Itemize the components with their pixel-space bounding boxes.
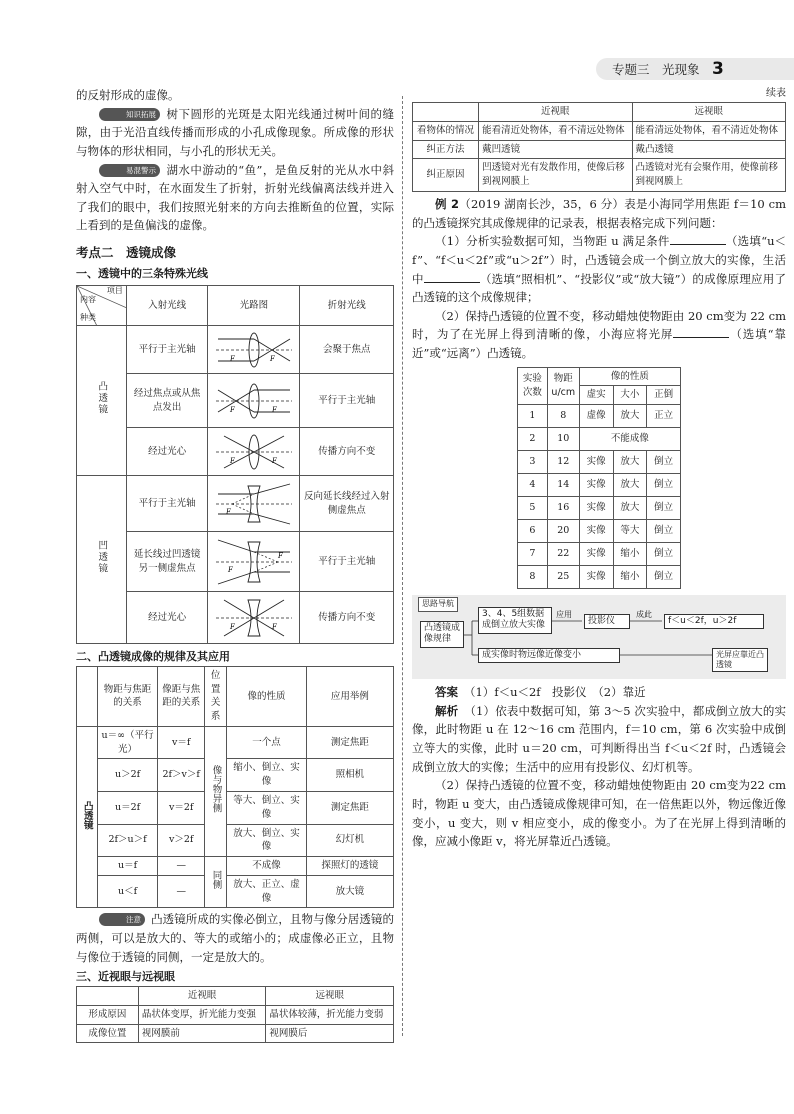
exp-or: 倒立: [647, 474, 681, 497]
svg-text:F: F: [227, 565, 233, 574]
exp-or: 倒立: [647, 497, 681, 520]
exp-or: 倒立: [647, 520, 681, 543]
exp-sz: 缩小: [613, 543, 647, 566]
cell-app: 照相机: [306, 759, 393, 792]
eye2-key: 纠正原因: [413, 159, 479, 192]
section-title-1: 一、透镜中的三条特殊光线: [76, 267, 208, 281]
exp-n: 1: [518, 405, 548, 428]
header-item: 项目: [106, 286, 123, 296]
eye-near: 视网膜前: [138, 1024, 266, 1043]
ray-out: 反向延长线经过入射侧虚焦点: [300, 476, 394, 532]
example-intro: 例 2（2019 湖南长沙，35，6 分）表是小海同学用焦距 f＝10 cm 的凸透镜探究其成像规律的记录表，根据表格完成下列问题：: [412, 197, 786, 230]
cell-u: u＝∞（平行光）: [97, 726, 158, 759]
exp-h-u: 物距 u/cm: [547, 367, 579, 405]
diagram-concave-center: [208, 592, 300, 644]
eye2-key: 看物体的情况: [413, 121, 479, 140]
exp-sz: 放大: [613, 497, 647, 520]
note-knowledge: 知识拓展 树下圆形的光斑是太阳光线通过树叶间的缝隙，由于光沿直线传播而形成的小孔成像现象。所成像的形状与物体的形状相同，与小孔的形状无关。: [76, 106, 394, 158]
cell-nature: 放大、正立、虚像: [227, 875, 307, 908]
tag-attention: 注意: [99, 913, 145, 926]
eye-table-2: [412, 102, 786, 192]
map-title: 思路导航: [418, 597, 458, 612]
svg-text:F: F: [229, 622, 235, 631]
cell-app: 测定焦距: [306, 726, 393, 759]
map-branch-2: 投影仪: [584, 614, 630, 629]
exp-sz: 放大: [613, 405, 647, 428]
thinking-map: [412, 595, 786, 679]
rules-h4: 像的性质: [227, 666, 307, 726]
exp-rv: 实像: [579, 543, 613, 566]
exp-n: 3: [518, 451, 548, 474]
exp-h-nature: 像的性质: [579, 367, 680, 386]
eye-table-1: [76, 986, 394, 1043]
cell-u: u＝f: [97, 857, 158, 876]
svg-text:F: F: [271, 456, 277, 465]
ray-out: 平行于主光轴: [300, 374, 394, 428]
svg-text:F: F: [269, 354, 275, 363]
ray-in: 平行于主光轴: [126, 326, 208, 374]
ray-in: 经过光心: [126, 592, 208, 644]
ray-in: 延长线过凹透镜另一侧虚焦点: [126, 532, 208, 592]
exp-rv: 实像: [579, 451, 613, 474]
eye2-h-near: 近视眼: [479, 103, 632, 122]
kaodian-title: 考点二 透镜成像: [76, 245, 177, 260]
exp-h-n: 实验次数: [518, 367, 548, 405]
cell-nature: 等大、倒立、实像: [227, 792, 307, 825]
exp-rv: 实像: [579, 566, 613, 589]
svg-text:F: F: [271, 405, 277, 414]
cell-app: 测定焦距: [306, 792, 393, 825]
cell-u: u＞2f: [97, 759, 158, 792]
exp-rv: 实像: [579, 497, 613, 520]
svg-text:F: F: [229, 354, 235, 363]
note-attention: 注意 凸透镜所成的实像必倒立，且物与像分居透镜的两侧，可以是放大的、等大的或缩小的；成虚像必正立，且物与像位于透镜的同侧，一定是放大的。: [76, 912, 394, 964]
map-arrow-label-1: 应用: [556, 610, 572, 620]
ray-in: 经过焦点或从焦点发出: [126, 374, 208, 428]
eye-far: 视网膜后: [266, 1024, 394, 1043]
exp-n: 2: [518, 428, 548, 451]
ray-out: 平行于主光轴: [300, 532, 394, 592]
tag-confusion: 易混警示: [99, 164, 160, 177]
eye-key: 形成原因: [77, 1005, 139, 1024]
diagram-concave-focus: [208, 532, 300, 592]
rules-h2: 像距与焦距的关系: [158, 666, 205, 726]
svg-text:F: F: [225, 507, 231, 516]
header-content: 内容: [80, 295, 96, 305]
exp-u: 22: [547, 543, 579, 566]
experiment-table: [517, 367, 681, 590]
eye2-far: 凸透镜对光有会聚作用，使像前移到视网膜上: [632, 159, 785, 192]
question-2: （2）保持凸透镜的位置不变，移动蜡烛使物距由 20 cm变为 22 cm时，为了在光屏上得到清晰的像，小海应将光屏 （选填“靠近”或“远离”）凸透镜。: [412, 308, 786, 361]
pos-opposite: 像与物异侧: [205, 726, 227, 856]
note-confusion: 易混警示 湖水中游动的“鱼”，是鱼反射的光从水中斜射入空气中时，在水面发生了折射，折射光线偏离法线并进入了我们的眼中，我们按照光射来的方向去推断鱼的位置，实际上看到的是鱼偏浅的虚像。: [76, 162, 394, 233]
svg-text:F: F: [229, 456, 235, 465]
exp-h-or: 正倒: [647, 386, 681, 405]
cell-app: 幻灯机: [306, 824, 393, 857]
eye2-near: 戴凹透镜: [479, 140, 632, 159]
cell-v: —: [158, 857, 205, 876]
diagram-convex-focus: [208, 374, 300, 428]
exp-n: 8: [518, 566, 548, 589]
ray-out: 会聚于焦点: [300, 326, 394, 374]
exp-n: 4: [518, 474, 548, 497]
cell-nature: 不成像: [227, 857, 307, 876]
rules-h1: 物距与焦距的关系: [97, 666, 158, 726]
exp-h-sz: 大小: [613, 386, 647, 405]
cell-u: u＜f: [97, 875, 158, 908]
rules-h3: 位置关系: [205, 666, 227, 726]
exp-sz: 放大: [613, 474, 647, 497]
exp-or: 正立: [647, 405, 681, 428]
ray-in: 平行于主光轴: [126, 476, 208, 532]
question-1: （1）分析实验数据可知，当物距 u 满足条件 （选填“u＜f”、“f＜u＜2f”或“u＞2f”）时，凸透镜会成一个倒立放大的实像，生活中 （选填“照相机”、“投影仪”或“放大镜”）的成像原理应用了凸透镜的这个成像规律；: [412, 234, 787, 305]
eye2-far: 戴凸透镜: [632, 140, 785, 159]
eye2-key: 纠正方法: [413, 140, 479, 159]
eye-near: 晶状体变厚，折光能力变强: [138, 1005, 266, 1024]
exp-n: 6: [518, 520, 548, 543]
tag-knowledge: 知识拓展: [99, 108, 160, 121]
cell-v: v＝f: [158, 726, 205, 759]
explanation-1: 解析 （1）依表中数据可知，第 3～5 次实验中，都成倒立放大的实像，此时物距 u 在 12～16 cm 范围内，f＝10 cm，第 6 次实验中成倒立等大的实像，此时 u＝20 cm，可判断得出当 f＜u＜2f 时，凸透镜会成倒立放大的实像；生活中的应用有投影仪、幻灯机等。: [412, 703, 787, 774]
eye2-near: 能看清近处物体，看不清远处物体: [479, 121, 632, 140]
section-title-2: 二、凸透镜成像的规律及其应用: [76, 650, 230, 664]
exp-n: 7: [518, 543, 548, 566]
eye2-h-far: 远视眼: [632, 103, 785, 122]
exp-u: 12: [547, 451, 579, 474]
eye-key: 成像位置: [77, 1024, 139, 1043]
eye-h-near: 近视眼: [138, 987, 266, 1006]
exp-rv: 虚像: [579, 405, 613, 428]
svg-text:F: F: [229, 405, 235, 414]
exp-n: 5: [518, 497, 548, 520]
cell-v: 2f＞v＞f: [158, 759, 205, 792]
eye2-near: 凹透镜对光有发散作用，使像后移到视网膜上: [479, 159, 632, 192]
page-number: 3: [712, 59, 724, 79]
header-incident: 入射光线: [126, 286, 208, 326]
special-rays-table: [76, 285, 394, 644]
header-refracted: 折射光线: [300, 286, 394, 326]
eye2-far: 能看清远处物体，看不清近处物体: [632, 121, 785, 140]
exp-sz: 放大: [613, 451, 647, 474]
cell-u: u＝2f: [97, 792, 158, 825]
exp-or: 倒立: [647, 566, 681, 589]
explanation-2: （2）保持凸透镜的位置不变，移动蜡烛使物距由 20 cm变为22 cm时，物距 u 变大，由凸透镜成像规律可知，在一倍焦距以外，物远像近像变小，u 变大，则 v 相应变小，成的像变小。为了在光屏上得到清晰的像，应减小像距 v，将光屏靠近凸透镜。: [412, 778, 786, 849]
cell-u: 2f＞u＞f: [97, 824, 158, 857]
section-title-3: 三、近视眼与远视眼: [76, 970, 175, 984]
exp-u: 8: [547, 405, 579, 428]
answer-blank: [424, 273, 480, 283]
cell-v: v＞2f: [158, 824, 205, 857]
exp-or: 倒立: [647, 543, 681, 566]
concave-label: 凹透镜: [77, 476, 127, 644]
convex-label: 凸透镜: [77, 326, 127, 476]
answer-blank: [670, 235, 726, 245]
header-kind: 种类: [80, 313, 96, 323]
map-arrow-label-2: 成此: [636, 610, 652, 620]
pos-same: 同侧: [205, 857, 227, 908]
cell-v: v＝2f: [158, 792, 205, 825]
exp-u: 16: [547, 497, 579, 520]
cell-app: 探照灯的透镜: [306, 857, 393, 876]
map-branch-3: f＜u＜2f，u＞2f: [664, 614, 764, 629]
map-branch-4: 成实像时物远像近像变小: [478, 648, 620, 663]
answer: 答案 （1）f＜u＜2f 投影仪 （2）靠近: [435, 685, 646, 700]
exp-no-image: 不能成像: [579, 428, 680, 451]
ray-out: 传播方向不变: [300, 428, 394, 476]
exp-or: 倒立: [647, 451, 681, 474]
chapter-title: 专题三 光现象: [612, 62, 700, 77]
exp-sz: 等大: [613, 520, 647, 543]
rules-h5: 应用举例: [306, 666, 393, 726]
eye-h-far: 远视眼: [266, 987, 394, 1006]
diagram-convex-parallel: [208, 326, 300, 374]
rules-side: 凸透镜: [77, 726, 98, 907]
map-root: 凸透镜成像规律: [420, 621, 464, 648]
exp-h-rv: 虚实: [579, 386, 613, 405]
cell-nature: 一个点: [227, 726, 307, 759]
exp-rv: 实像: [579, 474, 613, 497]
exp-u: 20: [547, 520, 579, 543]
right-column: [412, 86, 786, 851]
cell-nature: 放大、倒立、实像: [227, 824, 307, 857]
exp-rv: 实像: [579, 520, 613, 543]
diagram-convex-center: [208, 428, 300, 476]
imaging-rules-table: [76, 666, 394, 908]
cell-nature: 缩小、倒立、实像: [227, 759, 307, 792]
cell-v: —: [158, 875, 205, 908]
column-divider: [402, 96, 403, 1036]
exp-u: 10: [547, 428, 579, 451]
left-column: [76, 86, 394, 1043]
answer-blank: [673, 328, 729, 338]
svg-text:F: F: [277, 551, 283, 560]
exp-sz: 缩小: [613, 566, 647, 589]
eye-far: 晶状体较薄，折光能力变弱: [266, 1005, 394, 1024]
header-path: 光路图: [208, 286, 300, 326]
map-branch-5: 光屏应靠近凸透镜: [712, 648, 768, 672]
svg-text:F: F: [271, 622, 277, 631]
continued-label: 续表: [766, 88, 786, 99]
diagram-concave-parallel: [208, 476, 300, 532]
exp-u: 25: [547, 566, 579, 589]
ray-in: 经过光心: [126, 428, 208, 476]
ray-out: 传播方向不变: [300, 592, 394, 644]
paragraph-continued: 的反射形成的虚像。: [76, 88, 180, 102]
map-branch-1: 3、4、5组数据成倒立放大实像: [478, 607, 552, 634]
exp-u: 14: [547, 474, 579, 497]
cell-app: 放大镜: [306, 875, 393, 908]
diagonal-header: [77, 286, 127, 326]
